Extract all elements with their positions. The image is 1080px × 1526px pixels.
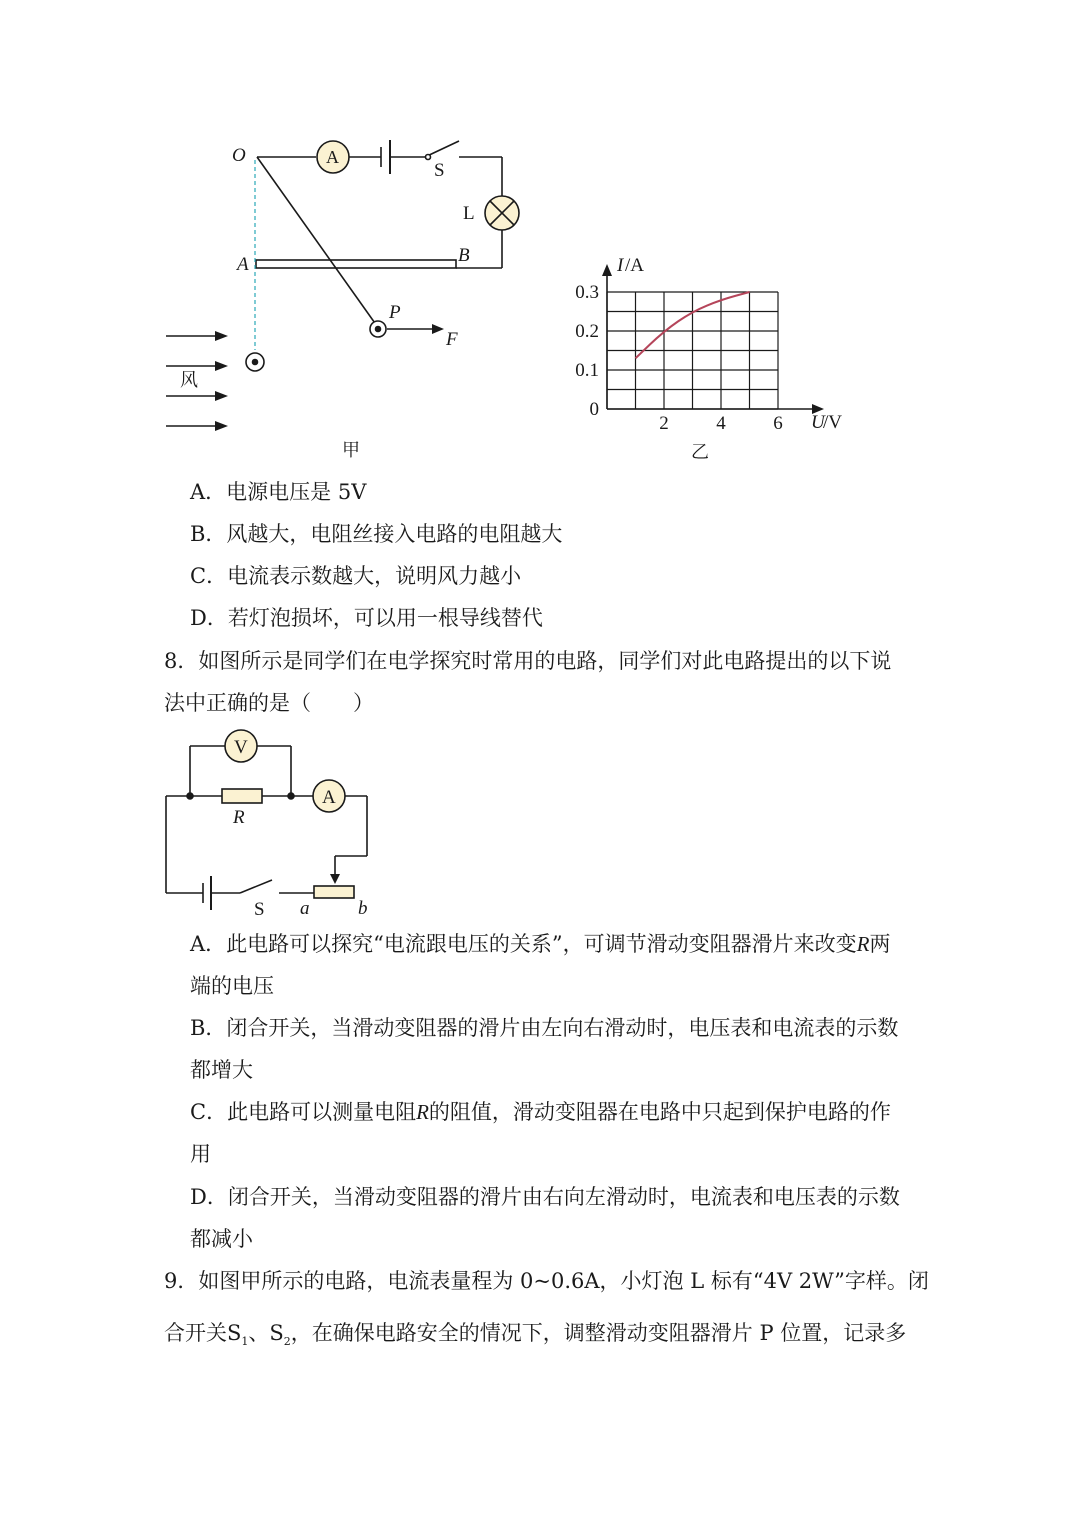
q8-option-a-text: A．此电路可以探究“电流跟电压的关系”，可调节滑动变阻器滑片来改变 [190, 932, 857, 956]
q8-option-b-line1: B．闭合开关，当滑动变阻器的滑片由左向右滑动时，电压表和电流表的示数 [190, 1016, 899, 1040]
q8-option-c-tail: 的阻值，滑动变阻器在电路中只起到保护电路的作 [428, 1100, 891, 1124]
q9-line1: 9．如图甲所示的电路，电流表量程为 0~0.6A，小灯泡 L 标有“4V 2W”字样。闭 [164, 1269, 929, 1293]
q8-option-b-line2: 都增大 [190, 1058, 253, 1082]
x-tick-label: 2 [659, 413, 669, 434]
figure-yi [575, 255, 842, 462]
switch-icon-q8 [240, 880, 272, 893]
caption-yi: 乙 [691, 442, 709, 462]
q8-option-c-text: C．此电路可以测量电阻 [190, 1100, 417, 1124]
x-tick-label: 6 [773, 413, 783, 434]
figure-jia-labels [180, 145, 475, 460]
q8-option-a-r: R [856, 932, 870, 956]
q8-option-d-line2: 都减小 [190, 1227, 253, 1251]
label-a: a [300, 898, 310, 919]
q9-line2: 合开关$S_1$、$S_2$，在确保电路安全的情况下，调整滑动变阻器滑片 P 位置，记录多 [164, 1321, 907, 1349]
q8-option-a-line2: 端的电压 [190, 974, 274, 998]
y-tick-label: 0.3 [575, 282, 599, 303]
label-A-q8: A [322, 787, 336, 808]
ylabel-I: I [617, 255, 624, 276]
label-O: O [232, 145, 246, 166]
rheostat [314, 886, 354, 898]
label-V: V [234, 737, 248, 758]
y-tick-label: 0.1 [575, 360, 599, 381]
q7-option-b: B．风越大，电阻丝接入电路的电阻越大 [190, 522, 563, 546]
label-S-q8: S [254, 899, 265, 920]
label-B: B [458, 245, 470, 266]
xlabel-unit: /V [823, 412, 842, 433]
label-A: A [237, 254, 249, 275]
label-ammeter: A [326, 147, 339, 167]
figure-jia [166, 140, 519, 431]
y-tick-label: 0 [589, 399, 599, 420]
q8-option-c-r: R [416, 1100, 429, 1124]
resistance-wire [256, 260, 456, 268]
q8-option-d-line1: D．闭合开关，当滑动变阻器的滑片由右向左滑动时，电流表和电压表的示数 [190, 1185, 900, 1209]
q8-stem-line1: 8．如图所示是同学们在电学探究时常用的电路，同学们对此电路提出的以下说 [164, 649, 892, 673]
label-S: S [434, 160, 445, 181]
q7-option-c: C．电流表示数越大，说明风力越小 [190, 564, 522, 588]
q8-option-a-tail: 两 [869, 932, 891, 956]
q8-option-c-line1 [190, 1097, 891, 1127]
ylabel-unit: /A [625, 255, 644, 276]
figure-q8-circuit [166, 730, 367, 910]
y-tick-label: 0.2 [575, 321, 599, 342]
label-wind: 风 [180, 370, 198, 390]
label-L: L [463, 203, 475, 224]
resistor-R [222, 789, 262, 803]
caption-jia: 甲 [342, 440, 360, 460]
label-R: R [233, 807, 245, 828]
q8-stem-line2: 法中正确的是（ ） [164, 691, 374, 715]
pendulum-wire [257, 157, 377, 326]
x-tick-label: 4 [716, 413, 726, 434]
xlabel-U: U [811, 412, 825, 433]
label-P: P [389, 302, 401, 323]
q7-option-a: A．电源电压是 5V [190, 480, 367, 504]
q8-option-a-line1 [190, 929, 890, 959]
label-b: b [358, 898, 368, 919]
q7-option-d: D．若灯泡损坏，可以用一根导线替代 [190, 606, 543, 630]
q8-option-c-line2: 用 [190, 1142, 211, 1166]
label-F: F [446, 329, 458, 350]
